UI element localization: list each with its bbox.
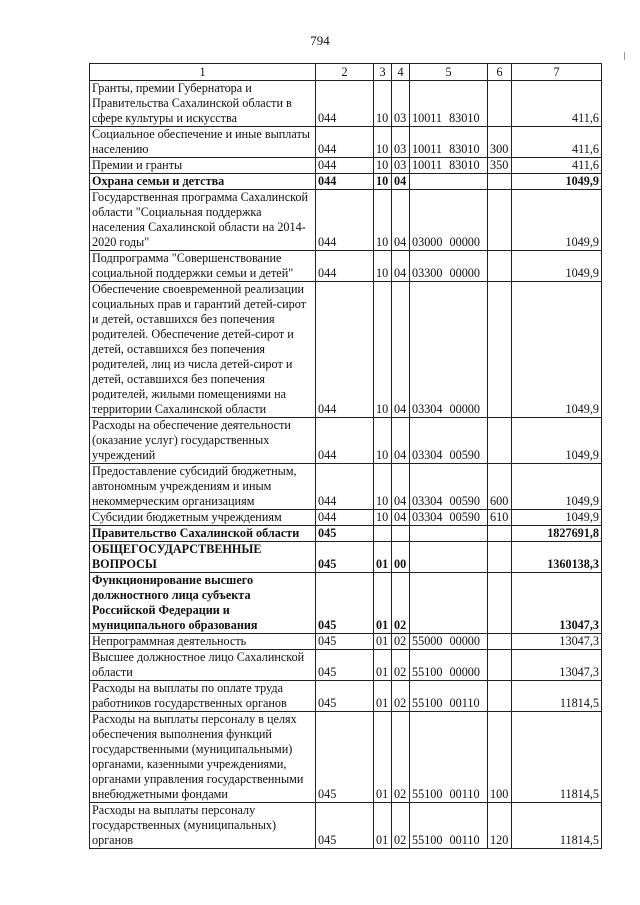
table-row <box>90 174 602 190</box>
cell-section: 10 <box>374 510 392 526</box>
cell-subsection <box>392 526 410 542</box>
cell-admin-code: 044 <box>316 251 374 282</box>
table-row <box>90 127 602 158</box>
cell-admin-code: 045 <box>316 573 374 634</box>
column-header-3: 3 <box>374 64 392 81</box>
cell-subsection: 02 <box>392 681 410 712</box>
cell-amount: 1049,9 <box>512 510 602 526</box>
cell-subsection: 02 <box>392 803 410 849</box>
scan-edge-mark <box>624 52 629 60</box>
cell-item-name: Государственная программа Сахалинской области "Социальная поддержка населения Сахалинской области на 2014-2020 годы" <box>90 190 316 251</box>
cell-amount: 1360138,3 <box>512 542 602 573</box>
cell-amount: 411,6 <box>512 81 602 127</box>
cell-amount: 411,6 <box>512 127 602 158</box>
cell-expense-type <box>488 634 512 650</box>
column-header-6: 6 <box>488 64 512 81</box>
cell-amount: 11814,5 <box>512 681 602 712</box>
cell-target-article: 10011 83010 <box>410 158 488 174</box>
cell-expense-type: 300 <box>488 127 512 158</box>
cell-item-name: Высшее должностное лицо Сахалинской области <box>90 650 316 681</box>
cell-admin-code: 044 <box>316 510 374 526</box>
cell-amount: 1049,9 <box>512 282 602 418</box>
cell-admin-code: 044 <box>316 174 374 190</box>
column-header-1: 1 <box>90 64 316 81</box>
cell-item-name: Расходы на обеспечение деятельности (оказание услуг) государственных учреждений <box>90 418 316 464</box>
cell-admin-code: 044 <box>316 418 374 464</box>
cell-amount: 1049,9 <box>512 174 602 190</box>
cell-target-article: 03304 00590 <box>410 418 488 464</box>
table-row <box>90 681 602 712</box>
cell-admin-code: 044 <box>316 158 374 174</box>
cell-expense-type: 600 <box>488 464 512 510</box>
header-row <box>90 64 602 81</box>
cell-admin-code: 045 <box>316 681 374 712</box>
cell-amount: 11814,5 <box>512 803 602 849</box>
cell-section: 01 <box>374 712 392 803</box>
cell-target-article: 03304 00590 <box>410 464 488 510</box>
budget-table <box>89 63 602 849</box>
cell-admin-code: 044 <box>316 81 374 127</box>
cell-item-name: Субсидии бюджетным учреждениям <box>90 510 316 526</box>
cell-subsection: 03 <box>392 81 410 127</box>
cell-target-article: 10011 83010 <box>410 81 488 127</box>
table-row <box>90 158 602 174</box>
cell-subsection: 03 <box>392 127 410 158</box>
cell-item-name: Социальное обеспечение и иные выплаты населению <box>90 127 316 158</box>
cell-item-name: Обеспечение своевременной реализации социальных прав и гарантий детей-сирот и детей, оставшихся без попечения родителей. Обеспечение детей-сирот и детей, оставшихся без попечения родителей, лиц из числа детей-сирот и детей, оставшихся без попечения родителей, жилыми помещениями на территории Сахалинской области <box>90 282 316 418</box>
cell-expense-type: 350 <box>488 158 512 174</box>
cell-subsection: 03 <box>392 158 410 174</box>
cell-item-name: Премии и гранты <box>90 158 316 174</box>
table-row <box>90 542 602 573</box>
cell-expense-type <box>488 251 512 282</box>
table-row <box>90 81 602 127</box>
cell-target-article <box>410 542 488 573</box>
cell-item-name: Правительство Сахалинской области <box>90 526 316 542</box>
cell-expense-type <box>488 650 512 681</box>
cell-target-article: 03300 00000 <box>410 251 488 282</box>
cell-subsection: 04 <box>392 251 410 282</box>
cell-target-article: 55100 00000 <box>410 650 488 681</box>
cell-section: 01 <box>374 681 392 712</box>
table-row <box>90 526 602 542</box>
cell-section: 10 <box>374 464 392 510</box>
cell-subsection: 04 <box>392 464 410 510</box>
cell-amount: 13047,3 <box>512 634 602 650</box>
cell-target-article: 55100 00110 <box>410 712 488 803</box>
cell-section: 01 <box>374 803 392 849</box>
cell-expense-type <box>488 81 512 127</box>
cell-section: 01 <box>374 542 392 573</box>
table-row <box>90 803 602 849</box>
cell-section: 10 <box>374 81 392 127</box>
cell-section: 10 <box>374 251 392 282</box>
cell-subsection: 02 <box>392 712 410 803</box>
table-row <box>90 650 602 681</box>
cell-section: 01 <box>374 634 392 650</box>
cell-admin-code: 045 <box>316 542 374 573</box>
cell-section: 10 <box>374 190 392 251</box>
cell-expense-type <box>488 526 512 542</box>
cell-expense-type <box>488 542 512 573</box>
table-row <box>90 282 602 418</box>
cell-section <box>374 526 392 542</box>
cell-expense-type <box>488 282 512 418</box>
cell-item-name: Непрограммная деятельность <box>90 634 316 650</box>
table-row <box>90 251 602 282</box>
cell-subsection: 04 <box>392 190 410 251</box>
cell-item-name: Подпрограмма "Совершенствование социальной поддержки семьи и детей" <box>90 251 316 282</box>
cell-expense-type <box>488 418 512 464</box>
column-header-4: 4 <box>392 64 410 81</box>
table-row <box>90 190 602 251</box>
cell-target-article: 03000 00000 <box>410 190 488 251</box>
cell-section: 10 <box>374 418 392 464</box>
column-header-7: 7 <box>512 64 602 81</box>
cell-section: 10 <box>374 282 392 418</box>
cell-amount: 1827691,8 <box>512 526 602 542</box>
column-header-2: 2 <box>316 64 374 81</box>
cell-subsection: 00 <box>392 542 410 573</box>
cell-amount: 13047,3 <box>512 650 602 681</box>
cell-item-name: Расходы на выплаты персоналу государственных (муниципальных) органов <box>90 803 316 849</box>
cell-amount: 411,6 <box>512 158 602 174</box>
cell-subsection: 04 <box>392 282 410 418</box>
cell-target-article: 10011 83010 <box>410 127 488 158</box>
cell-admin-code: 044 <box>316 127 374 158</box>
cell-admin-code: 044 <box>316 190 374 251</box>
cell-subsection: 04 <box>392 174 410 190</box>
cell-subsection: 02 <box>392 650 410 681</box>
cell-amount: 1049,9 <box>512 251 602 282</box>
cell-target-article <box>410 573 488 634</box>
cell-admin-code: 045 <box>316 712 374 803</box>
cell-section: 10 <box>374 127 392 158</box>
cell-subsection: 02 <box>392 634 410 650</box>
budget-table-body <box>90 81 602 849</box>
cell-admin-code: 045 <box>316 650 374 681</box>
cell-section: 10 <box>374 158 392 174</box>
cell-expense-type: 100 <box>488 712 512 803</box>
cell-amount: 11814,5 <box>512 712 602 803</box>
cell-admin-code: 045 <box>316 526 374 542</box>
cell-item-name: Предоставление субсидий бюджетным, автономным учреждениям и иным некоммерческим организациям <box>90 464 316 510</box>
cell-item-name: Охрана семьи и детства <box>90 174 316 190</box>
cell-item-name: ОБЩЕГОСУДАРСТВЕННЫЕ ВОПРОСЫ <box>90 542 316 573</box>
cell-target-article: 55000 00000 <box>410 634 488 650</box>
cell-target-article: 03304 00000 <box>410 282 488 418</box>
cell-section: 01 <box>374 573 392 634</box>
cell-amount: 1049,9 <box>512 190 602 251</box>
cell-expense-type: 120 <box>488 803 512 849</box>
cell-section: 10 <box>374 174 392 190</box>
cell-target-article: 03304 00590 <box>410 510 488 526</box>
cell-subsection: 02 <box>392 573 410 634</box>
cell-target-article <box>410 174 488 190</box>
cell-admin-code: 045 <box>316 634 374 650</box>
cell-target-article: 55100 00110 <box>410 681 488 712</box>
table-row <box>90 510 602 526</box>
table-row <box>90 418 602 464</box>
cell-item-name: Функционирование высшего должностного лица субъекта Российской Федерации и муниципального образования <box>90 573 316 634</box>
page-number: 794 <box>310 33 330 48</box>
cell-expense-type <box>488 573 512 634</box>
cell-amount: 13047,3 <box>512 573 602 634</box>
cell-section: 01 <box>374 650 392 681</box>
table-row <box>90 712 602 803</box>
cell-expense-type <box>488 174 512 190</box>
column-header-5: 5 <box>410 64 488 81</box>
cell-target-article <box>410 526 488 542</box>
table-row <box>90 573 602 634</box>
cell-subsection: 04 <box>392 510 410 526</box>
cell-subsection: 04 <box>392 418 410 464</box>
cell-target-article: 55100 00110 <box>410 803 488 849</box>
cell-item-name: Гранты, премии Губернатора и Правительства Сахалинской области в сфере культуры и искусства <box>90 81 316 127</box>
cell-expense-type: 610 <box>488 510 512 526</box>
cell-admin-code: 044 <box>316 464 374 510</box>
cell-item-name: Расходы на выплаты персоналу в целях обеспечения выполнения функций государственными (муниципальными) органами, казенными учреждениями, органами управления государственными внебюджетными фондами <box>90 712 316 803</box>
cell-expense-type <box>488 190 512 251</box>
table-row <box>90 634 602 650</box>
cell-amount: 1049,9 <box>512 418 602 464</box>
cell-amount: 1049,9 <box>512 464 602 510</box>
cell-expense-type <box>488 681 512 712</box>
cell-admin-code: 045 <box>316 803 374 849</box>
cell-item-name: Расходы на выплаты по оплате труда работников государственных органов <box>90 681 316 712</box>
cell-admin-code: 044 <box>316 282 374 418</box>
table-row <box>90 464 602 510</box>
